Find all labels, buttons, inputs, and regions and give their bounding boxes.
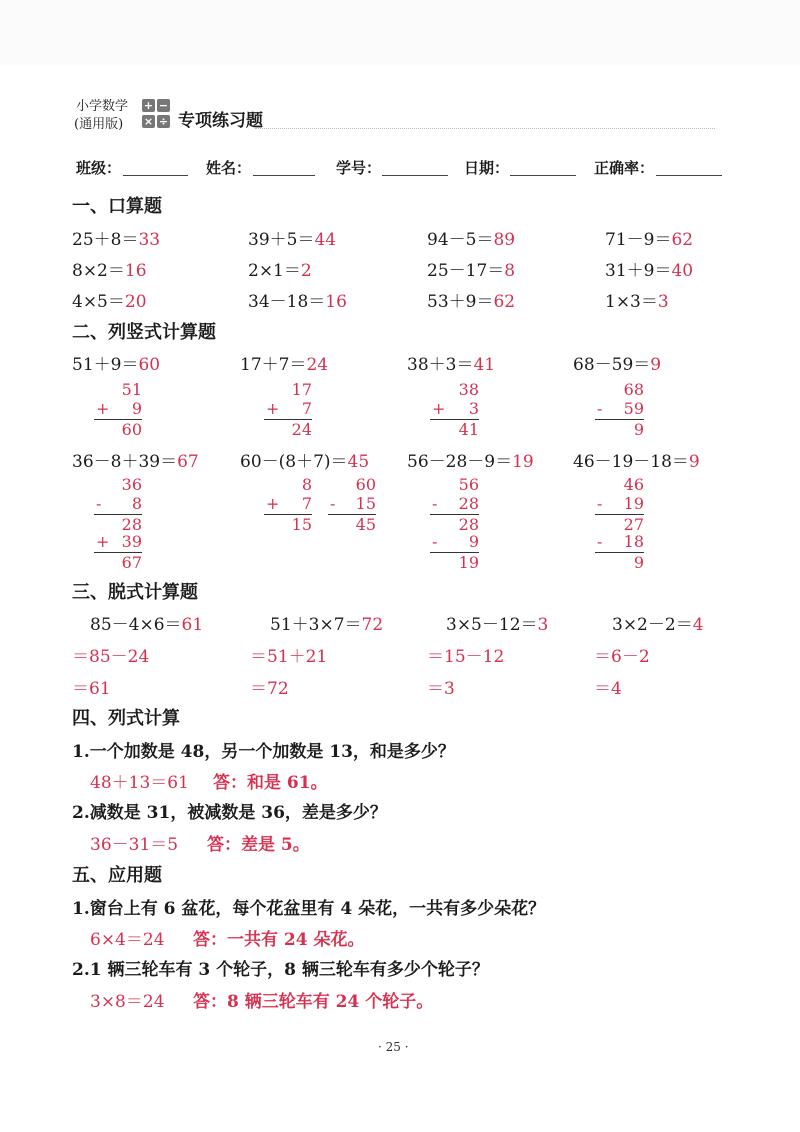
oral-item: 25＋8＝33 [72,230,161,250]
vertical-item-question: 68－59＝9 [573,355,662,375]
step-1: ＝51＋21 [250,647,328,667]
vertical-operator: + [266,494,280,513]
vertical-operand: 19 [623,494,644,513]
field-date-line[interactable] [510,175,576,176]
vertical-operator: + [266,399,280,418]
vertical-operator: - [597,532,603,551]
vertical-result: 24 [291,420,312,439]
vertical-item-question: 17＋7＝24 [240,355,329,375]
field-class-line[interactable] [123,175,188,176]
vertical-item-question: 46－19－18＝9 [573,452,700,472]
section-5-title: 五、应用题 [72,865,162,886]
vertical-item-question: 51＋9＝60 [72,355,161,375]
step-1: ＝85－24 [72,647,150,667]
vertical-operand: 51 [121,380,142,399]
field-accuracy-line[interactable] [656,175,722,176]
vertical-result: 45 [355,515,376,534]
vertical-operand: 39 [121,532,142,551]
answer-text: 答：和是 61。 [213,773,328,793]
vertical-operand: 36 [121,475,142,494]
step-item-question: 51＋3×7＝72 [270,615,384,635]
field-date: 日期： [464,159,510,177]
oral-item: 31＋9＝40 [605,261,694,281]
vertical-operand: 59 [623,399,644,418]
divide-icon: ÷ [158,115,169,128]
oral-item: 39＋5＝44 [248,230,337,250]
vertical-item-question: 36－8＋39＝67 [72,452,199,472]
oral-item: 2×1＝2 [248,261,312,281]
step-item-question: 3×5－12＝3 [446,615,549,635]
vertical-operator: - [432,532,438,551]
oral-item: 94－5＝89 [427,230,516,250]
oral-item: 53＋9＝62 [427,292,516,312]
vertical-operator: + [96,399,110,418]
vertical-result: 27 [623,515,644,534]
vertical-operand: 18 [623,532,644,551]
question-1: 1.窗台上有 6 盆花，每个花盆里有 4 朵花，一共有多少朵花？ [72,899,546,919]
plus-icon: + [143,99,154,112]
vertical-operand: 9 [468,532,479,551]
step-item-question: 3×2－2＝4 [612,615,704,635]
answer-equation: 36－31＝5 [90,835,179,855]
step-1: ＝15－12 [427,647,505,667]
vertical-operator: - [96,494,102,513]
vertical-operand: 3 [468,399,479,418]
step-2: ＝61 [72,679,111,699]
vertical-operand: 8 [131,494,142,513]
vertical-operand: 7 [301,494,312,513]
vertical-operand: 7 [301,399,312,418]
vertical-operand: 38 [458,380,479,399]
field-name: 姓名： [206,159,252,177]
multiply-icon: × [143,115,154,128]
header-divider [255,128,715,129]
oral-item: 4×5＝20 [72,292,147,312]
vertical-result: 9 [633,553,644,572]
vertical-operator: - [330,494,336,513]
vertical-operator: + [432,399,446,418]
header-subject: 小学数学 [76,99,129,114]
field-class: 班级： [76,159,122,177]
vertical-operand: 56 [458,475,479,494]
section-1-title: 一、口算题 [72,196,162,217]
vertical-result: 19 [458,553,479,572]
vertical-result: 60 [121,420,142,439]
math-operator-icons [142,99,172,133]
answer-equation: 3×8＝24 [90,992,165,1012]
section-4-title: 四、列式计算 [72,708,180,729]
step-2: ＝3 [427,679,455,699]
vertical-operand: 9 [131,399,142,418]
oral-item: 8×2＝16 [72,261,147,281]
step-1: ＝6－2 [594,647,650,667]
vertical-operand: 46 [623,475,644,494]
vertical-operand: 15 [355,494,376,513]
vertical-result: 9 [633,420,644,439]
answer-text: 答：一共有 24 朵花。 [193,930,365,950]
vertical-operand: 28 [458,494,479,513]
oral-item: 1×3＝3 [605,292,669,312]
oral-item: 34－18＝16 [248,292,347,312]
vertical-operator: - [597,494,603,513]
vertical-result: 28 [458,515,479,534]
page-number: · 25 · [378,1040,409,1054]
step-item-question: 85－4×6＝61 [90,615,204,635]
section-3-title: 三、脱式计算题 [72,582,198,603]
step-2: ＝72 [250,679,289,699]
answer-text: 答：差是 5。 [207,835,310,855]
answer-equation: 48＋13＝61 [90,773,189,793]
vertical-operand: 8 [301,475,312,494]
field-accuracy: 正确率： [594,159,655,177]
vertical-result: 67 [121,553,142,572]
vertical-operand: 68 [623,380,644,399]
step-2: ＝4 [594,679,622,699]
question-2: 2.减数是 31，被减数是 36，差是多少？ [72,803,387,823]
field-name-line[interactable] [253,175,315,176]
minus-icon: − [158,99,169,112]
field-student-id-line[interactable] [382,175,448,176]
header-edition: (通用版) [74,117,124,132]
oral-item: 71－9＝62 [605,230,694,250]
vertical-item-question: 60－(8＋7)＝45 [240,452,370,472]
vertical-operator: - [597,399,603,418]
question-1: 1.一个加数是 48，另一个加数是 13，和是多少？ [72,742,455,762]
vertical-operator: - [432,494,438,513]
question-2: 2.1 辆三轮车有 3 个轮子，8 辆三轮车有多少个轮子？ [72,960,489,980]
top-band [0,0,800,65]
vertical-operand: 60 [355,475,376,494]
vertical-result: 15 [291,515,312,534]
vertical-item-question: 38＋3＝41 [407,355,496,375]
answer-text: 答：8 辆三轮车有 24 个轮子。 [193,992,434,1012]
vertical-result: 28 [121,515,142,534]
section-2-title: 二、列竖式计算题 [72,322,216,343]
oral-item: 25－17＝8 [427,261,516,281]
vertical-item-question: 56－28－9＝19 [407,452,534,472]
field-student-id: 学号： [336,159,382,177]
vertical-operator: + [96,532,110,551]
vertical-operand: 17 [291,380,312,399]
answer-equation: 6×4＝24 [90,930,165,950]
vertical-result: 41 [458,420,479,439]
page-title: 专项练习题 [178,111,263,131]
